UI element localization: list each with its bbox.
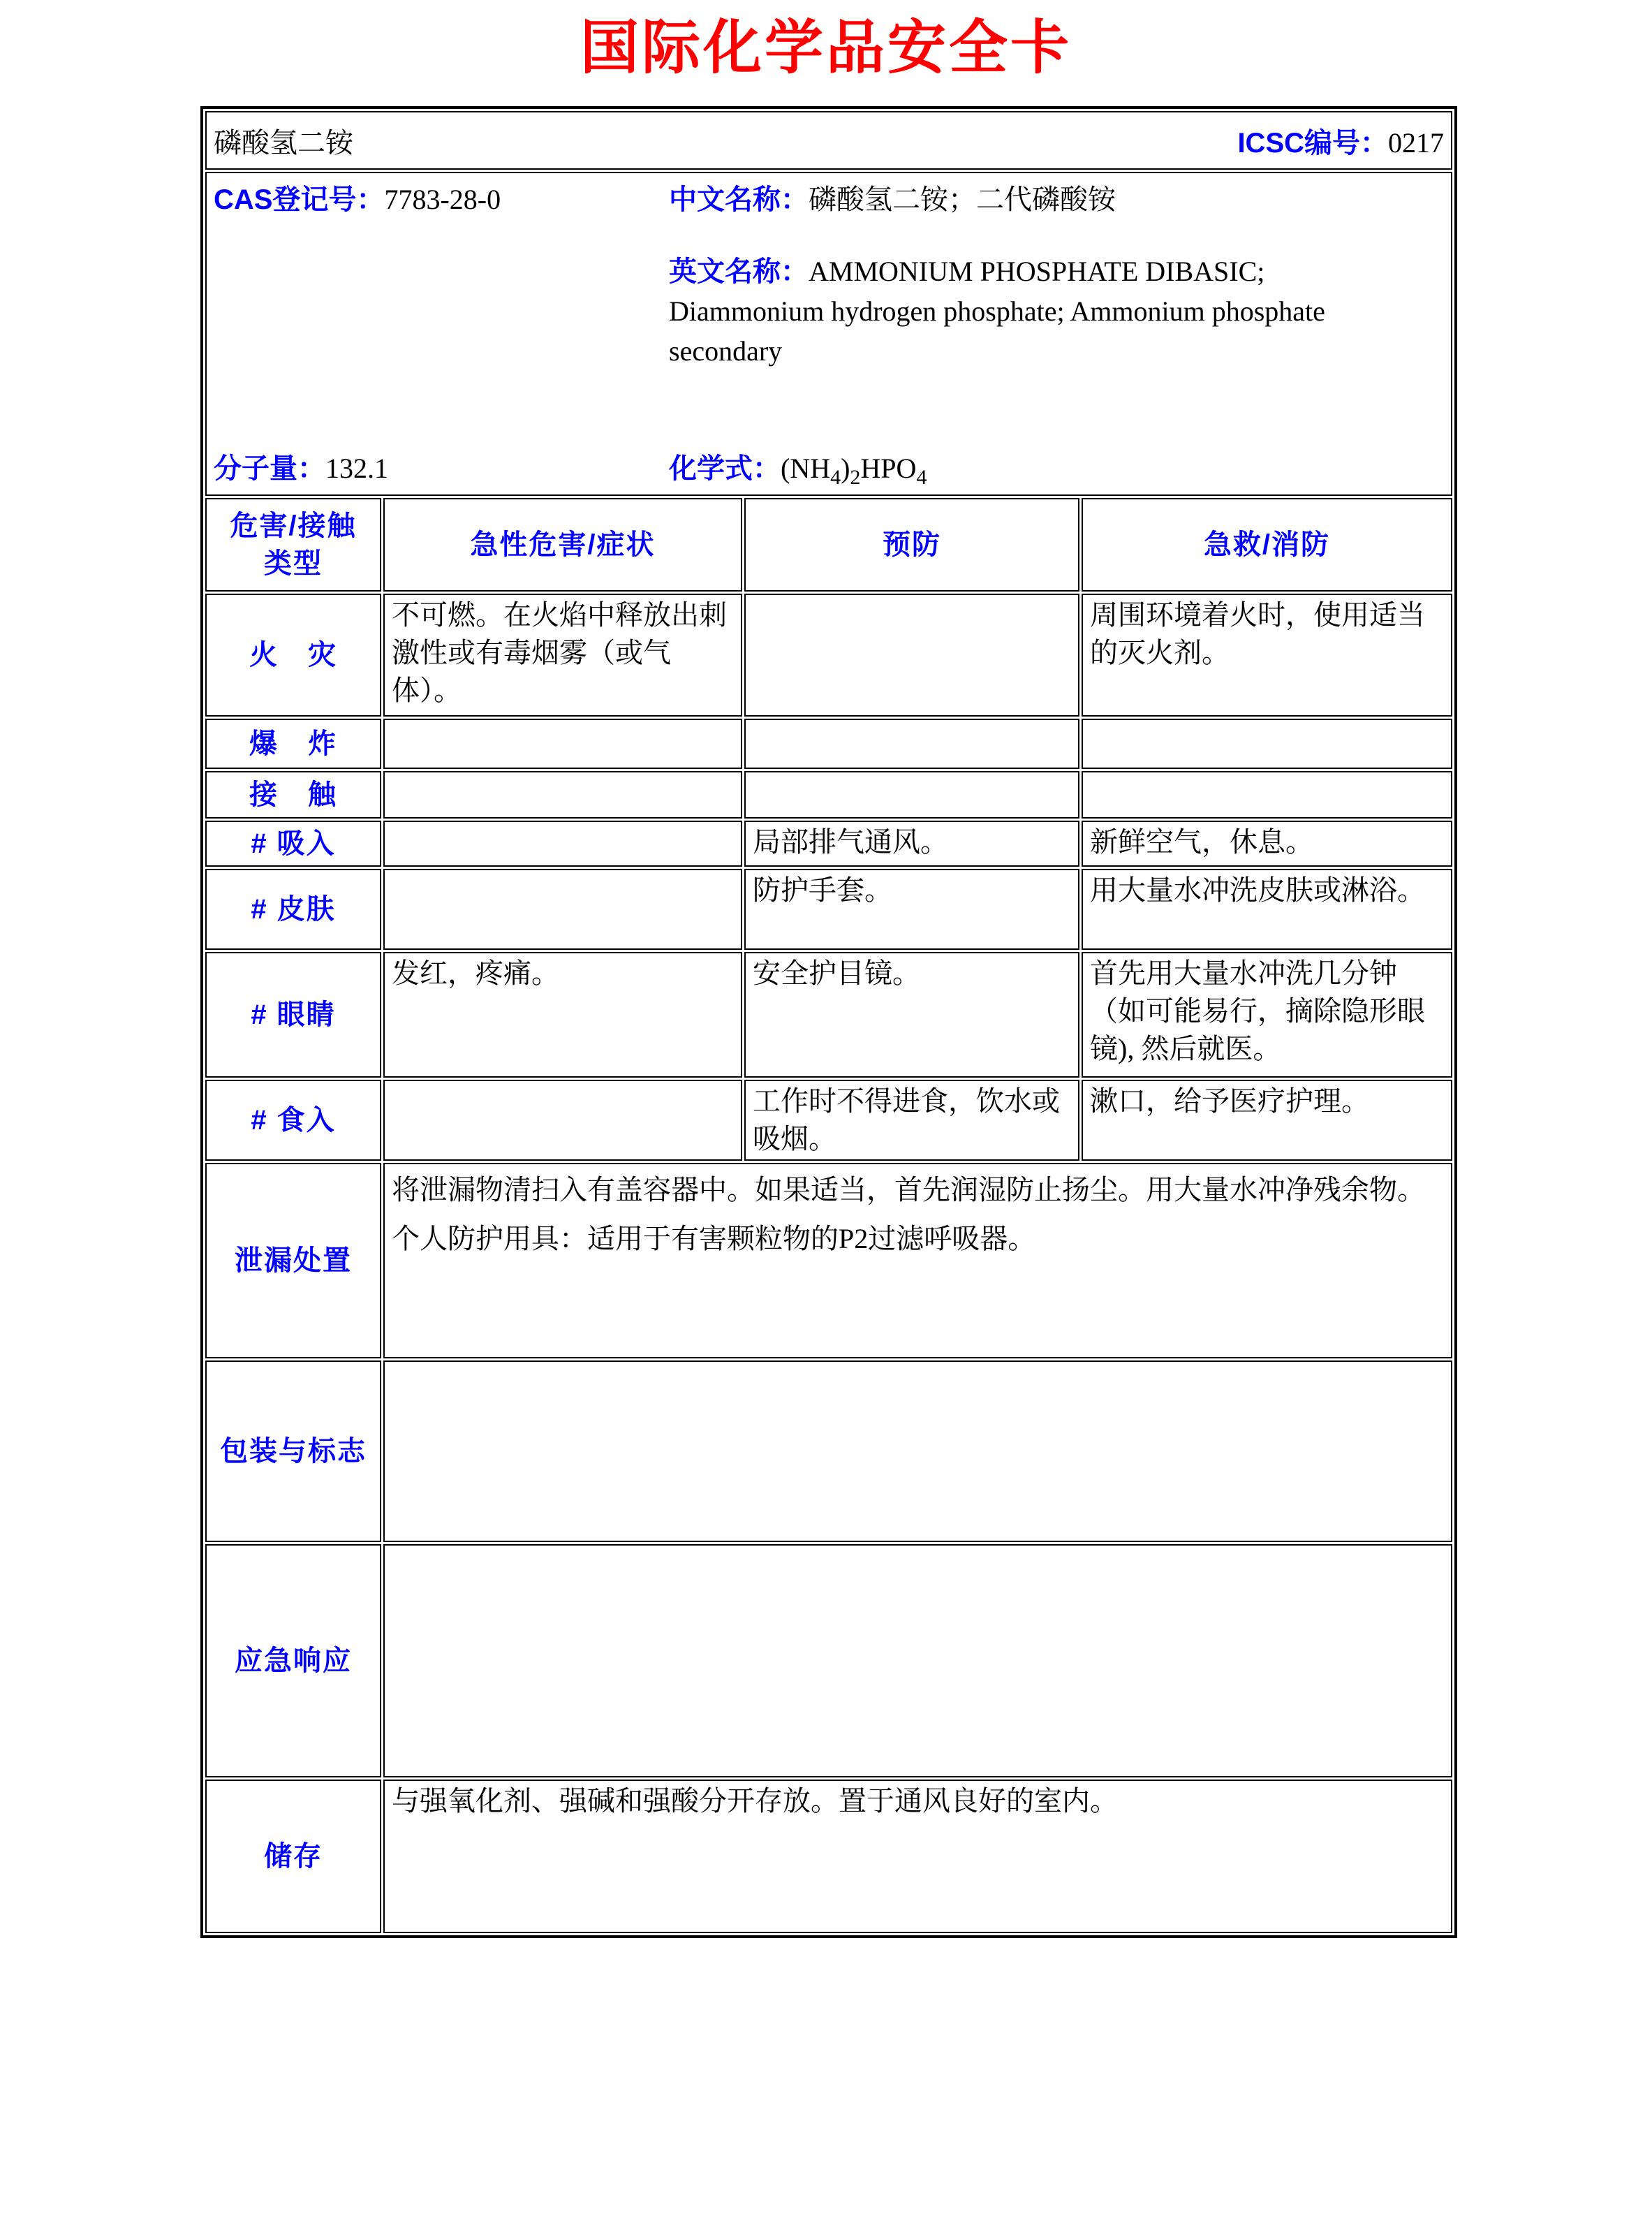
hazard-row-fire <box>205 594 1452 717</box>
hazard-row-inhalation <box>205 821 1452 867</box>
english-name-field <box>669 252 1343 371</box>
chemical-name: 磷酸氢二铵 <box>214 126 353 159</box>
icsc-number-label: ICSC编号： <box>1237 127 1389 159</box>
hazard-header-row <box>205 498 1452 592</box>
cas-label: CAS登记号： <box>214 184 385 216</box>
explosion-symptoms <box>383 719 742 769</box>
ingestion-prevention: 工作时不得进食，饮水或吸烟。 <box>744 1080 1079 1161</box>
emergency-content <box>383 1544 1452 1777</box>
inhalation-prevention: 局部排气通风。 <box>744 821 1079 867</box>
fire-prevention <box>744 594 1079 717</box>
exposure-firstaid <box>1082 771 1452 819</box>
hazard-row-ingestion <box>205 1080 1452 1161</box>
english-name-label: 英文名称： <box>669 256 809 288</box>
inhalation-symptoms <box>383 821 742 867</box>
exposure-symptoms <box>383 771 742 819</box>
exposure-prevention <box>744 771 1079 819</box>
molecular-weight-value: 132.1 <box>325 453 388 485</box>
chemical-formula-field <box>669 446 1444 490</box>
chinese-name-label: 中文名称： <box>669 184 809 216</box>
hazard-row-explosion <box>205 719 1452 769</box>
page-title: 国际化学品安全卡 <box>580 16 1072 81</box>
explosion-prevention <box>744 719 1079 769</box>
spillage-content: 将泄漏物清扫入有盖容器中。如果适当，首先润湿防止扬尘。用大量水冲净残余物。个人防护用具：适用于有害颗粒物的P2过滤呼吸器。 <box>383 1163 1452 1358</box>
names-block <box>669 175 1343 446</box>
icsc-card-table <box>200 106 1457 1938</box>
fire-firstaid: 周围环境着火时，使用适当的灭火剂。 <box>1082 594 1452 717</box>
fire-label: 火 灾 <box>205 594 381 717</box>
header-hazard-type-line2: 类型 <box>264 548 323 580</box>
fire-symptoms: 不可燃。在火焰中释放出刺激性或有毒烟雾（或气体）。 <box>383 594 742 717</box>
hazard-row-skin <box>205 869 1452 950</box>
hazard-row-exposure <box>205 771 1452 819</box>
section-row-spillage <box>205 1163 1452 1358</box>
section-row-storage <box>205 1780 1452 1933</box>
chemical-formula-label: 化学式： <box>669 453 781 485</box>
cas-field <box>214 175 669 446</box>
identity-cell <box>205 172 1452 496</box>
skin-prevention: 防护手套。 <box>744 869 1079 950</box>
ingestion-label: # 食入 <box>205 1080 381 1161</box>
header-prevention: 预防 <box>744 498 1079 592</box>
ingestion-firstaid: 漱口，给予医疗护理。 <box>1082 1080 1452 1161</box>
hazard-row-eyes <box>205 952 1452 1078</box>
packaging-content <box>383 1360 1452 1542</box>
formula-subscript: 4 <box>830 466 841 490</box>
ingestion-symptoms <box>383 1080 742 1161</box>
inhalation-label: # 吸入 <box>205 821 381 867</box>
header-hazard-type <box>205 498 381 592</box>
icsc-number-field <box>1237 121 1444 161</box>
formula-part: ) <box>841 453 850 485</box>
skin-label: # 皮肤 <box>205 869 381 950</box>
spillage-label: 泄漏处置 <box>205 1163 381 1358</box>
exposure-label: 接 触 <box>205 771 381 819</box>
section-row-packaging <box>205 1360 1452 1542</box>
name-cell <box>205 111 1452 170</box>
eyes-prevention: 安全护目镜。 <box>744 952 1079 1078</box>
formula-subscript: 4 <box>916 466 927 490</box>
icsc-number-value: 0217 <box>1388 126 1445 159</box>
inhalation-firstaid: 新鲜空气，休息。 <box>1082 821 1452 867</box>
header-hazard-type-line1: 危害/接触 <box>230 511 357 542</box>
chinese-name-field <box>669 177 1343 217</box>
packaging-label: 包装与标志 <box>205 1360 381 1542</box>
header-firstaid: 急救/消防 <box>1082 498 1452 592</box>
eyes-symptoms: 发红，疼痛。 <box>383 952 742 1078</box>
skin-firstaid: 用大量水冲洗皮肤或淋浴。 <box>1082 869 1452 950</box>
skin-symptoms <box>383 869 742 950</box>
explosion-firstaid <box>1082 719 1452 769</box>
section-row-emergency <box>205 1544 1452 1777</box>
eyes-label: # 眼睛 <box>205 952 381 1078</box>
eyes-firstaid: 首先用大量水冲洗几分钟（如可能易行，摘除隐形眼镜), 然后就医。 <box>1082 952 1452 1078</box>
english-name-value: AMMONIUM PHOSPHATE DIBASIC; Diammonium hydrogen phosphate; Ammonium phosphate secondary <box>669 256 1325 367</box>
name-row <box>205 111 1452 170</box>
cas-value: 7783-28-0 <box>384 184 501 216</box>
header-symptoms: 急性危害/症状 <box>383 498 742 592</box>
formula-part: HPO <box>860 453 917 485</box>
molecular-weight-label: 分子量： <box>214 453 325 485</box>
storage-content: 与强氧化剂、强碱和强酸分开存放。置于通风良好的室内。 <box>383 1780 1452 1933</box>
formula-part: (NH <box>781 453 831 485</box>
identity-row <box>205 172 1452 496</box>
molecular-weight-field <box>214 446 669 490</box>
emergency-label: 应急响应 <box>205 1544 381 1777</box>
formula-subscript: 2 <box>850 466 861 490</box>
storage-label: 储存 <box>205 1780 381 1933</box>
explosion-label: 爆 炸 <box>205 719 381 769</box>
chinese-name-value: 磷酸氢二铵；二代磷酸铵 <box>809 184 1116 216</box>
chemical-formula-value <box>781 453 927 490</box>
